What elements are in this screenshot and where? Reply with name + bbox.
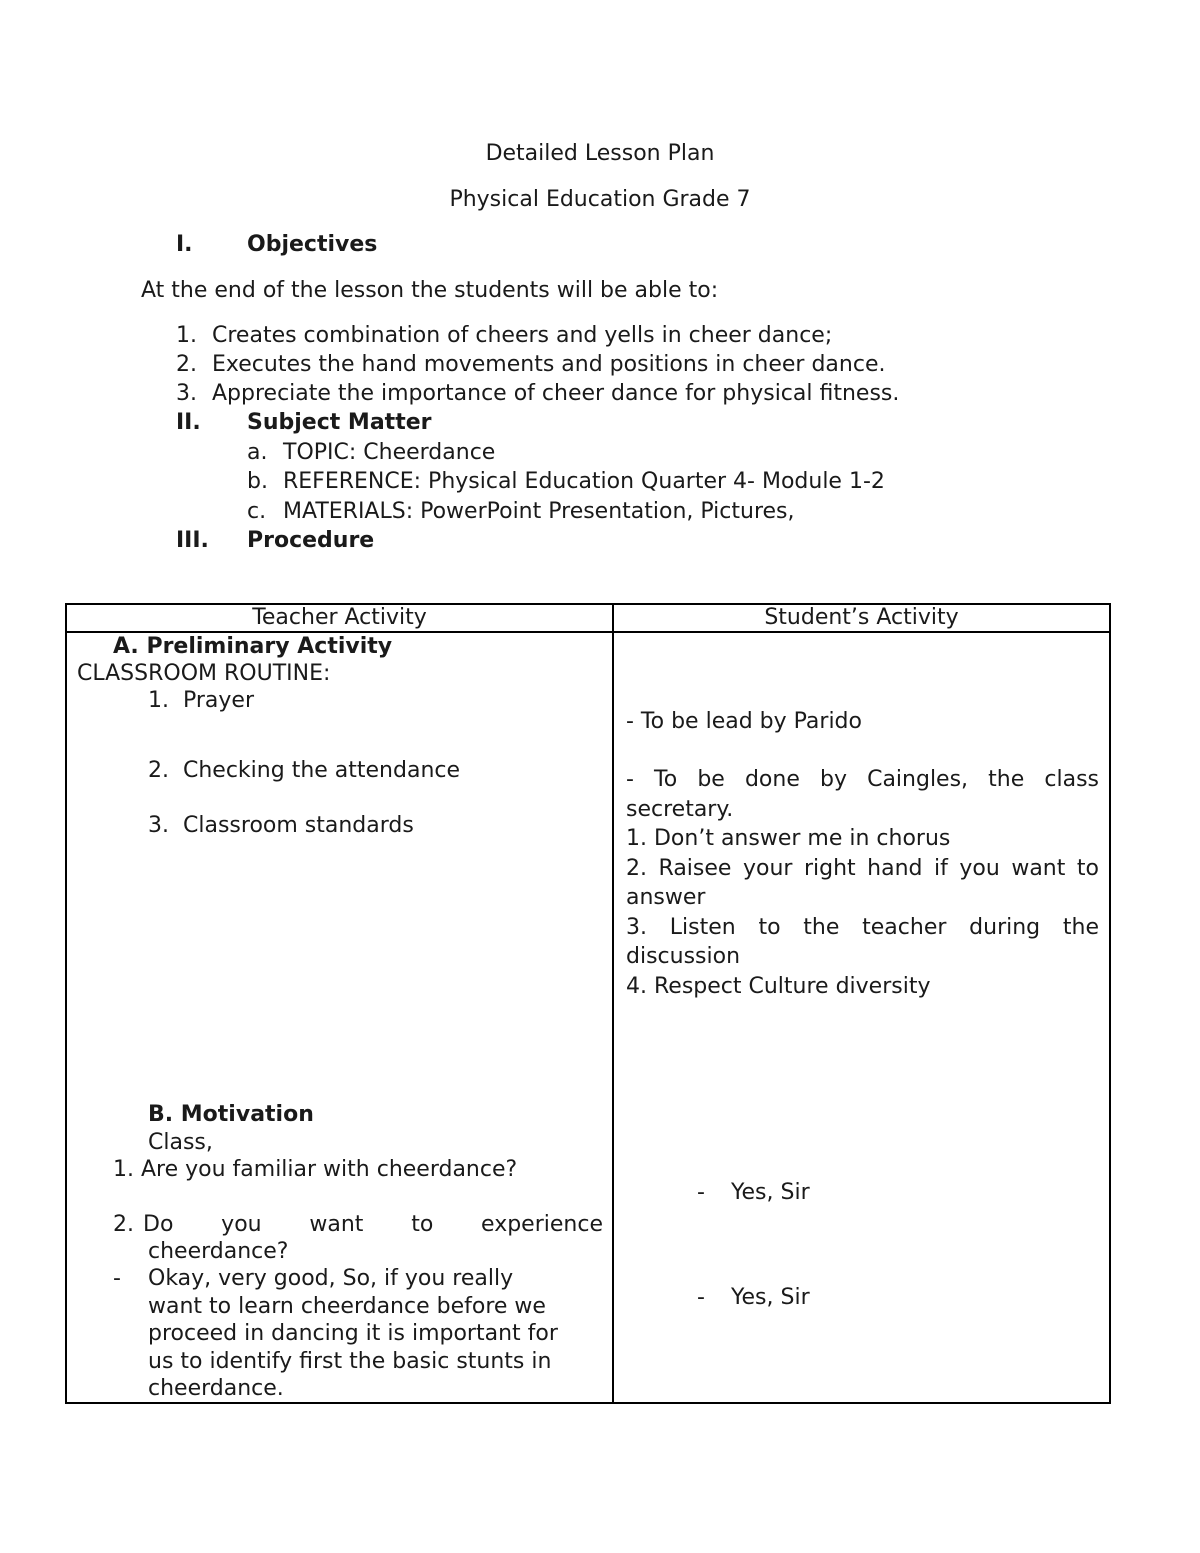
table-column-divider (612, 603, 614, 1404)
routine-item: Classroom standards (183, 813, 414, 838)
routine-item: Prayer (183, 688, 255, 713)
statement-line: cheerdance. (148, 1376, 284, 1401)
subject-item-letter: c. (247, 499, 267, 524)
standard-item: 2. Raisee your right hand if you want to (626, 855, 1099, 881)
student-prayer-response: - To be lead by Parido (626, 709, 862, 734)
subject-item: TOPIC: Cheerdance (283, 440, 496, 465)
question-line: Do you want to experience (143, 1212, 603, 1237)
routine-number: 3. (148, 813, 169, 838)
motivation-question-number: 2. (113, 1212, 134, 1237)
subject-matter-numeral: II. (176, 410, 201, 435)
standard-item: 3. Listen to the teacher during the (626, 914, 1099, 940)
standard-item-continued: discussion (626, 944, 741, 969)
statement-line: proceed in dancing it is important for (148, 1321, 558, 1346)
objective-number: 1. (176, 323, 197, 348)
student-answer: Yes, Sir (731, 1180, 810, 1205)
subject-item-letter: b. (247, 469, 268, 494)
bullet-dash: - (113, 1266, 121, 1291)
objectives-numeral: I. (176, 232, 193, 257)
statement-line: Okay, very good, So, if you really (148, 1266, 514, 1291)
objective-item: Executes the hand movements and positions in cheer dance. (212, 352, 886, 377)
student-answer: Yes, Sir (731, 1285, 810, 1310)
statement-line: us to identify first the basic stunts in (148, 1348, 552, 1374)
teacher-activity-header: Teacher Activity (252, 605, 427, 630)
objective-item: Appreciate the importance of cheer dance for physical fitness. (212, 381, 900, 406)
procedure-numeral: III. (176, 528, 209, 553)
standard-item: 4. Respect Culture diversity (626, 973, 931, 999)
preliminary-activity-heading: A. Preliminary Activity (113, 634, 393, 659)
class-label: Class, (148, 1130, 213, 1155)
subject-item: MATERIALS: PowerPoint Presentation, Pictures, (283, 499, 795, 524)
standard-item-continued: answer (626, 885, 706, 910)
standard-item: 1. Don’t answer me in chorus (626, 826, 951, 851)
question-line: cheerdance? (148, 1239, 289, 1264)
routine-number: 1. (148, 688, 169, 713)
routine-number: 2. (148, 758, 169, 783)
document-subtitle: Physical Education Grade 7 (449, 187, 751, 212)
answer-dash: - (697, 1285, 705, 1310)
procedure-heading: Procedure (247, 528, 375, 553)
objectives-intro: At the end of the lesson the students will be able to: (141, 278, 719, 303)
classroom-routine-label: CLASSROOM ROUTINE: (77, 661, 331, 686)
objective-item: Creates combination of cheers and yells in cheer dance; (212, 323, 833, 348)
subject-item-letter: a. (247, 440, 268, 465)
subject-matter-heading: Subject Matter (247, 410, 432, 435)
document-title: Detailed Lesson Plan (485, 141, 715, 166)
subject-item: REFERENCE: Physical Education Quarter 4- Module 1-2 (283, 469, 885, 494)
student-activity-header: Student’s Activity (764, 605, 959, 630)
answer-dash: - (697, 1180, 705, 1205)
motivation-question: 1. Are you familiar with cheerdance? (113, 1157, 518, 1182)
objectives-heading: Objectives (247, 232, 378, 257)
objective-number: 3. (176, 381, 197, 406)
response-line: - To be done by Caingles, the class (626, 767, 1099, 792)
motivation-question (143, 1211, 603, 1239)
routine-item: Checking the attendance (183, 758, 461, 783)
response-line: secretary. (626, 796, 734, 822)
objective-number: 2. (176, 352, 197, 377)
motivation-heading: B. Motivation (148, 1102, 314, 1127)
statement-line: want to learn cheerdance before we (148, 1293, 546, 1319)
teacher-statement (148, 1265, 558, 1403)
student-attendance-response (626, 765, 1099, 1001)
